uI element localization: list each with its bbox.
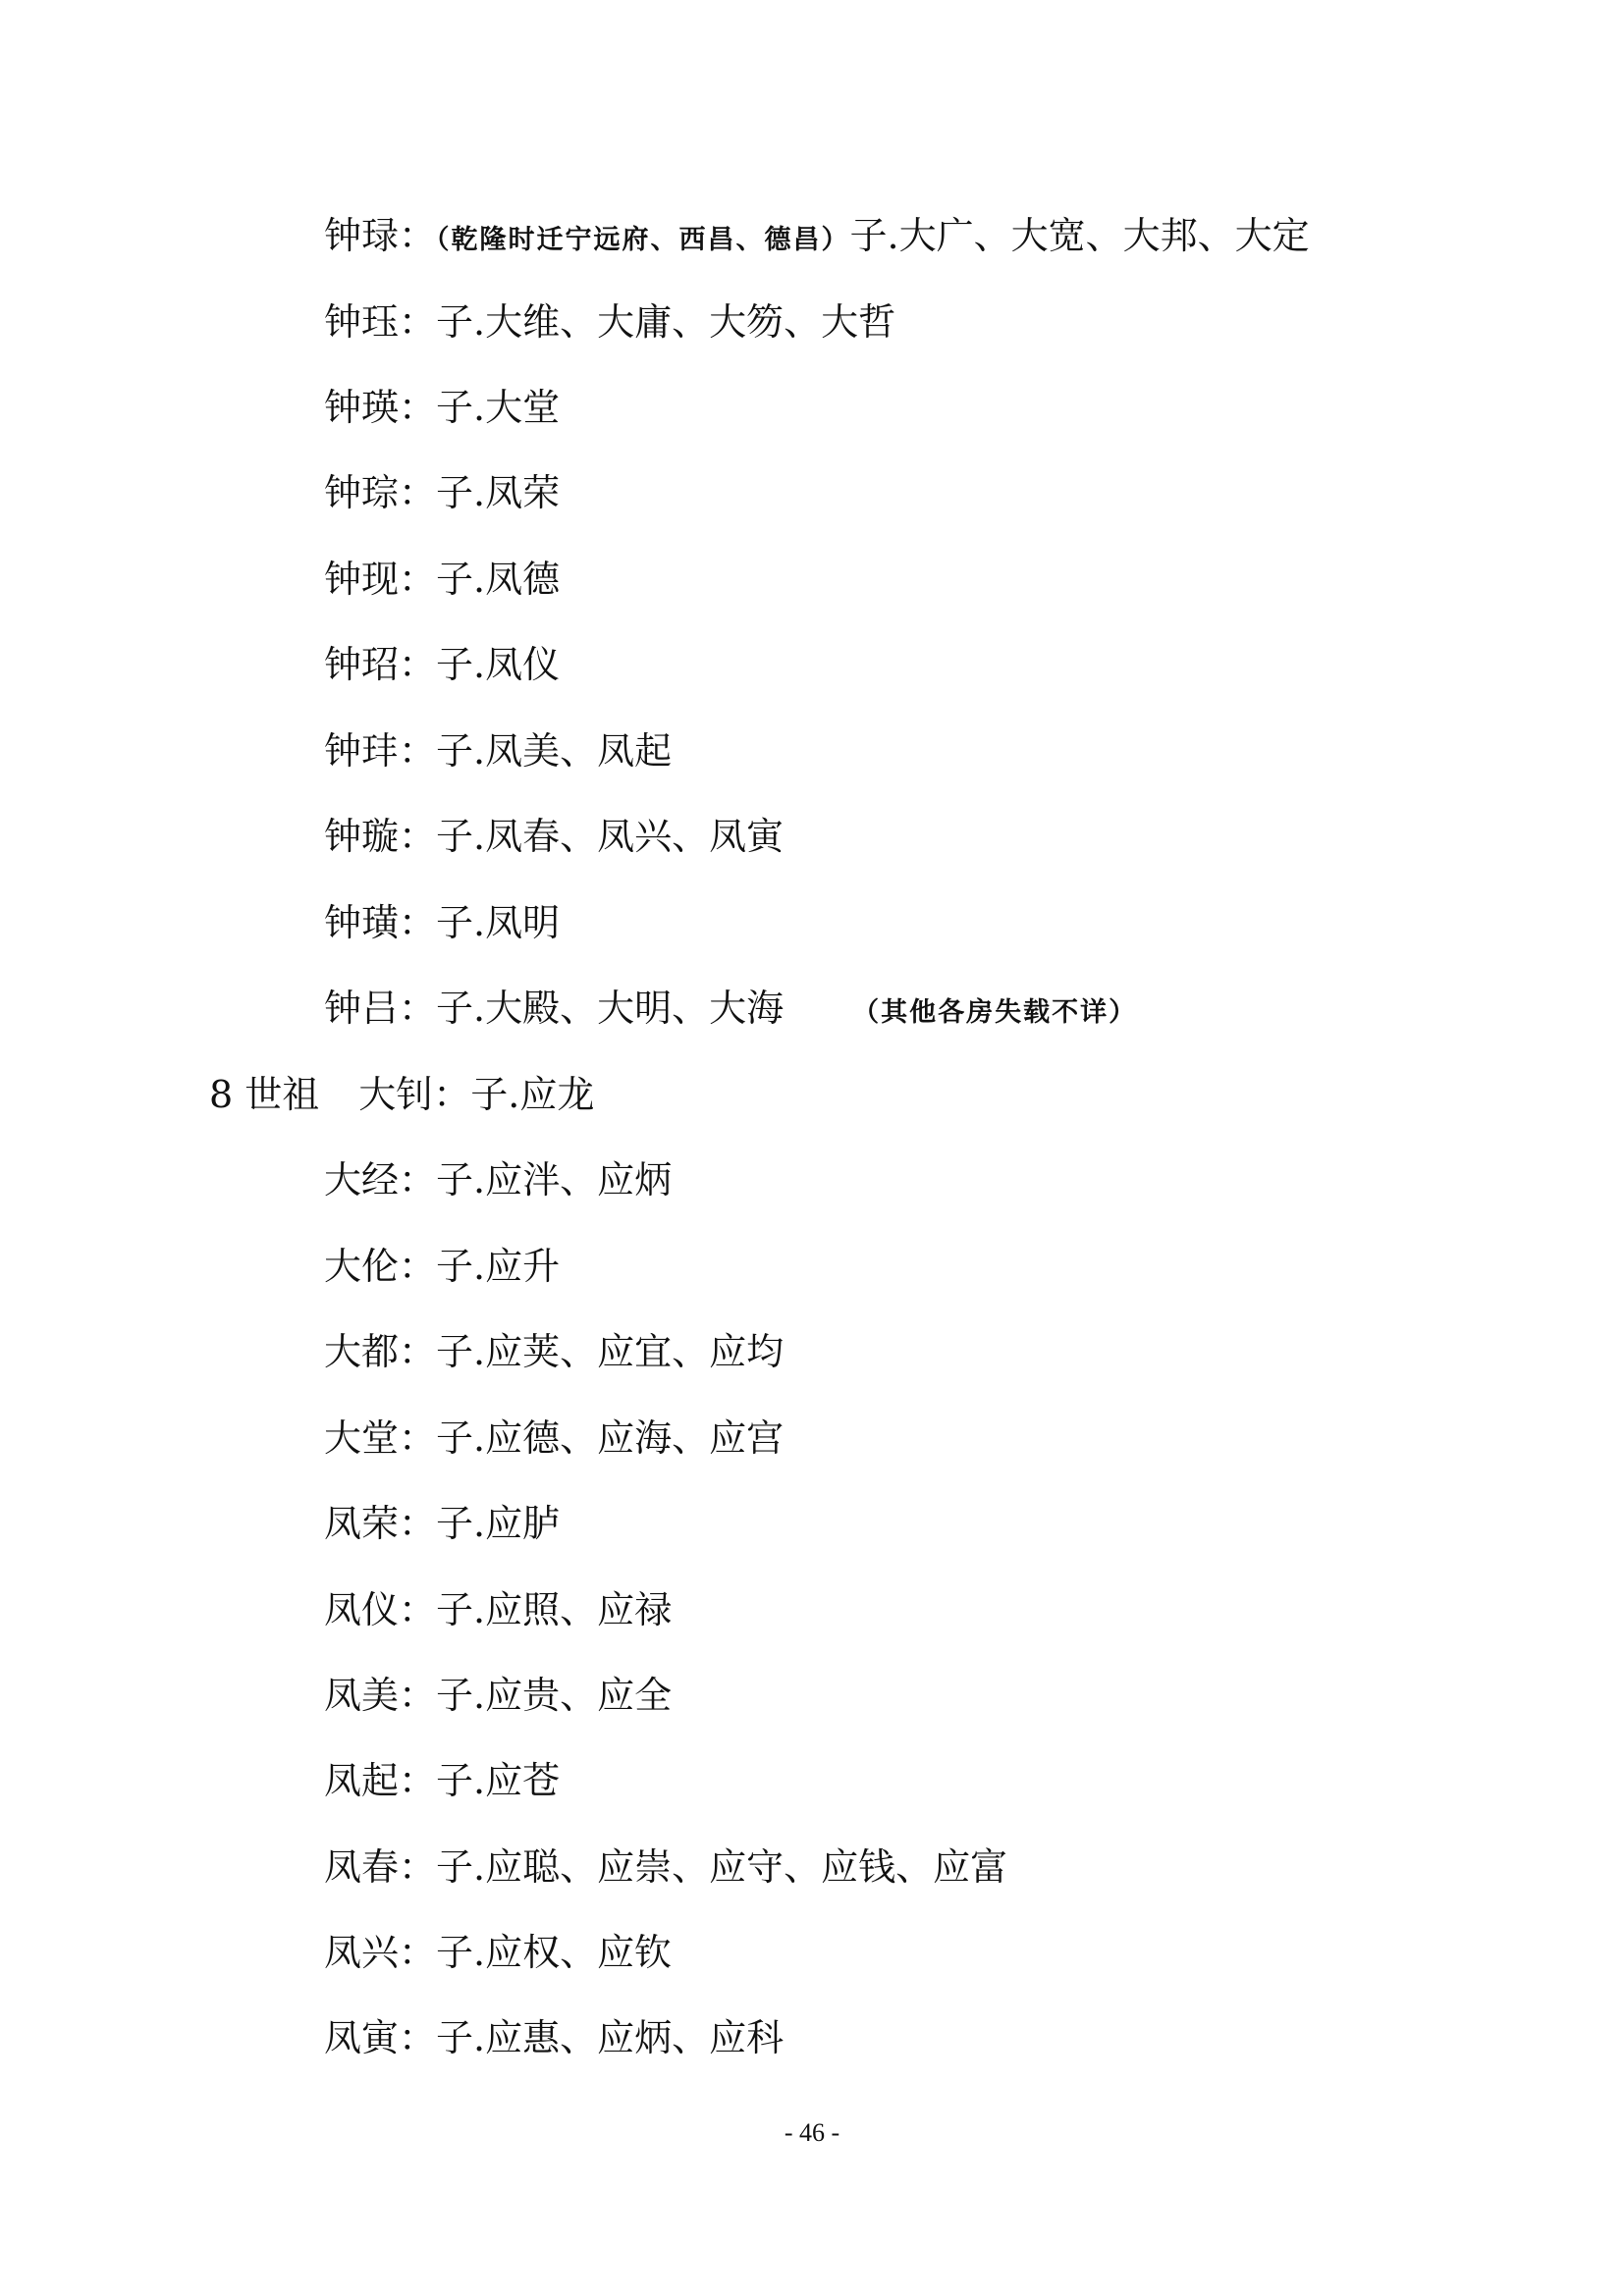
ancestor-name: 大都：: [324, 1330, 437, 1373]
generation-label: 8 世祖: [209, 1073, 320, 1116]
genealogy-entry-generation: [209, 1065, 594, 1124]
genealogy-entry: [324, 293, 895, 351]
ancestor-name: 大经：: [324, 1158, 437, 1201]
ancestor-name: 钟玿：: [324, 643, 437, 686]
ancestor-name: 凤兴：: [324, 1931, 437, 1974]
children-list: 子.凤明: [436, 901, 561, 944]
ancestor-name: 大钊：: [358, 1073, 471, 1116]
ancestor-name: 钟吕：: [324, 987, 437, 1030]
children-list: 子.应荚、应宜、应均: [436, 1330, 785, 1373]
migration-note: （乾隆时迁宁远府、西昌、德昌）: [436, 225, 850, 255]
genealogy-entry: [324, 2008, 784, 2067]
ancestor-name: 凤荣：: [324, 1502, 437, 1545]
genealogy-entry: [324, 463, 560, 522]
children-list: 子.应升: [436, 1245, 561, 1288]
ancestor-name: 钟璇：: [324, 815, 437, 858]
ancestor-name: 凤美：: [324, 1674, 437, 1717]
ancestor-name: 钟珏：: [324, 300, 437, 344]
ancestor-name: 钟琭：: [324, 214, 437, 257]
children-list: 子.应苍: [436, 1759, 561, 1802]
children-list: 子.应德、应海、应宫: [436, 1416, 785, 1460]
genealogy-entry: [324, 893, 560, 952]
genealogy-entry: [324, 1666, 672, 1725]
children-list: 子.凤仪: [436, 643, 561, 686]
genealogy-entry: [324, 721, 672, 780]
genealogy-entry: [324, 1494, 560, 1553]
children-list: 子.凤美、凤起: [436, 729, 673, 773]
genealogy-entry: [324, 1580, 672, 1639]
ancestor-name: 凤起：: [324, 1759, 437, 1802]
children-list: 子.大广、大宽、大邦、大定: [849, 214, 1310, 257]
ancestor-name: 凤春：: [324, 1845, 437, 1889]
children-list: 子.凤荣: [436, 471, 561, 514]
genealogy-entry: [324, 1409, 784, 1468]
children-list: 子.应贵、应全: [436, 1674, 673, 1717]
genealogy-entry: [324, 1322, 784, 1381]
children-list: 子.应泮、应炳: [436, 1158, 673, 1201]
genealogy-entry: [324, 635, 560, 694]
genealogy-entry: [324, 1923, 672, 1982]
ancestor-name: 钟玤：: [324, 729, 437, 773]
children-list: 子.大堂: [436, 386, 561, 429]
ancestor-name: 钟琮：: [324, 471, 437, 514]
children-list: 子.应权、应钦: [436, 1931, 673, 1974]
genealogy-entry: [324, 1237, 560, 1296]
genealogy-entry: [324, 1150, 672, 1209]
children-list: 子.应龙: [470, 1073, 595, 1116]
genealogy-entry: [324, 807, 784, 866]
ancestor-name: 凤寅：: [324, 2016, 437, 2059]
ancestor-name: 大伦：: [324, 1245, 437, 1288]
children-list: 子.应照、应禄: [436, 1588, 673, 1631]
genealogy-entry: [324, 550, 560, 609]
ancestor-name: 大堂：: [324, 1416, 437, 1460]
ancestor-name: 凤仪：: [324, 1588, 437, 1631]
ancestor-name: 钟瑛：: [324, 386, 437, 429]
genealogy-entry: [324, 979, 1137, 1038]
children-list: 子.凤春、凤兴、凤寅: [436, 815, 785, 858]
genealogy-entry: [324, 378, 560, 437]
ancestor-name: 钟现：: [324, 558, 437, 601]
children-list: 子.应胪: [436, 1502, 561, 1545]
children-list: 子.凤德: [436, 558, 561, 601]
genealogy-entry: [324, 1751, 560, 1810]
genealogy-entry: [324, 1838, 1007, 1896]
genealogy-entry: [324, 206, 1310, 265]
children-list: 子.应聪、应崇、应守、应钱、应富: [436, 1845, 1008, 1889]
children-list: 子.大殿、大明、大海: [436, 987, 785, 1030]
page-number: - 46 -: [784, 2118, 840, 2147]
ancestor-name: 钟璜：: [324, 901, 437, 944]
missing-records-note: （其他各房失载不详）: [852, 997, 1138, 1028]
children-list: 子.应惠、应炳、应科: [436, 2016, 785, 2059]
children-list: 子.大维、大庸、大笏、大哲: [436, 300, 896, 344]
